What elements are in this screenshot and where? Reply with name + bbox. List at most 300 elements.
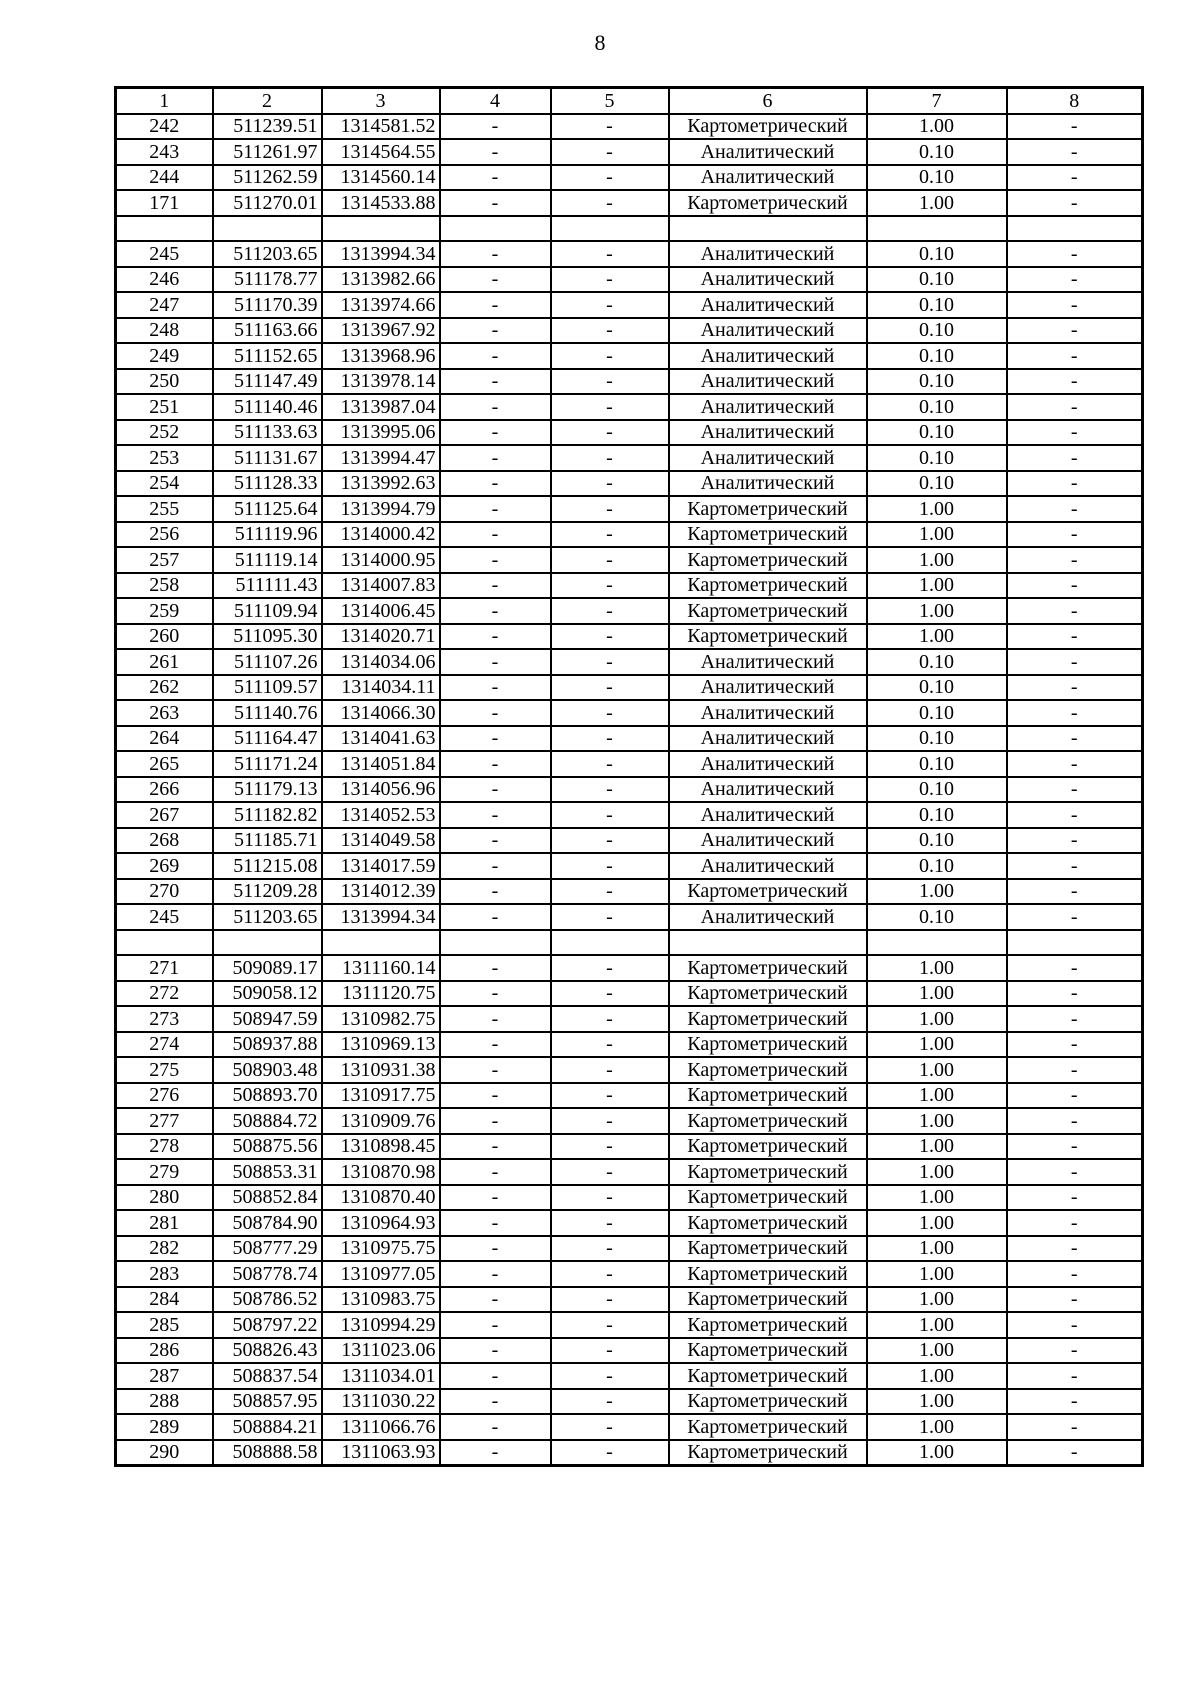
column-header-8: 8 <box>1007 88 1143 114</box>
point-number-cell: 243 <box>116 139 213 165</box>
col8-cell: - <box>1007 318 1143 344</box>
col5-cell: - <box>551 139 669 165</box>
table-row <box>116 471 1143 497</box>
col4-cell: - <box>440 1236 551 1262</box>
accuracy-cell: 0.10 <box>867 777 1007 803</box>
x-coordinate-cell: 508893.70 <box>213 1083 322 1109</box>
y-coordinate-cell: 1314034.11 <box>322 675 440 701</box>
col8-cell: - <box>1007 139 1143 165</box>
col4-cell: - <box>440 241 551 267</box>
y-coordinate-cell: 1311066.76 <box>322 1414 440 1440</box>
col5-cell: - <box>551 1363 669 1389</box>
table-row <box>116 828 1143 854</box>
col4-cell: - <box>440 573 551 599</box>
col4-cell: - <box>440 1032 551 1058</box>
accuracy-cell: 1.00 <box>867 190 1007 216</box>
col5-cell: - <box>551 1006 669 1032</box>
table-row <box>116 1236 1143 1262</box>
accuracy-cell: 0.10 <box>867 904 1007 930</box>
col4-cell: - <box>440 1414 551 1440</box>
point-number-cell: 285 <box>116 1312 213 1338</box>
col8-cell <box>1007 216 1143 242</box>
method-cell: Аналитический <box>669 241 867 267</box>
col5-cell: - <box>551 343 669 369</box>
col4-cell: - <box>440 624 551 650</box>
table-row <box>116 190 1143 216</box>
col4-cell: - <box>440 292 551 318</box>
col5-cell: - <box>551 598 669 624</box>
col8-cell: - <box>1007 802 1143 828</box>
x-coordinate-cell: 508826.43 <box>213 1338 322 1364</box>
col5-cell: - <box>551 904 669 930</box>
col8-cell <box>1007 930 1143 956</box>
x-coordinate-cell: 508778.74 <box>213 1261 322 1287</box>
y-coordinate-cell: 1310870.98 <box>322 1159 440 1185</box>
col4-cell: - <box>440 1287 551 1313</box>
y-coordinate-cell: 1313982.66 <box>322 267 440 293</box>
y-coordinate-cell: 1310964.93 <box>322 1210 440 1236</box>
table-body <box>116 114 1143 1466</box>
method-cell: Аналитический <box>669 828 867 854</box>
accuracy-cell: 1.00 <box>867 981 1007 1007</box>
method-cell: Аналитический <box>669 343 867 369</box>
accuracy-cell: 1.00 <box>867 624 1007 650</box>
x-coordinate-cell: 511140.46 <box>213 394 322 420</box>
x-coordinate-cell: 511125.64 <box>213 496 322 522</box>
point-number-cell: 260 <box>116 624 213 650</box>
accuracy-cell: 1.00 <box>867 1057 1007 1083</box>
x-coordinate-cell: 511261.97 <box>213 139 322 165</box>
table-row <box>116 751 1143 777</box>
x-coordinate-cell: 511133.63 <box>213 420 322 446</box>
col8-cell: - <box>1007 1083 1143 1109</box>
accuracy-cell: 1.00 <box>867 1083 1007 1109</box>
x-coordinate-cell: 511164.47 <box>213 726 322 752</box>
col5-cell: - <box>551 547 669 573</box>
x-coordinate-cell: 511262.59 <box>213 165 322 191</box>
accuracy-cell: 1.00 <box>867 496 1007 522</box>
x-coordinate-cell: 511095.30 <box>213 624 322 650</box>
y-coordinate-cell: 1310994.29 <box>322 1312 440 1338</box>
x-coordinate-cell: 508857.95 <box>213 1389 322 1415</box>
accuracy-cell: 1.00 <box>867 1185 1007 1211</box>
col4-cell: - <box>440 726 551 752</box>
col8-cell: - <box>1007 1159 1143 1185</box>
y-coordinate-cell: 1310909.76 <box>322 1108 440 1134</box>
method-cell: Картометрический <box>669 1057 867 1083</box>
table-row <box>116 649 1143 675</box>
point-number-cell <box>116 216 213 242</box>
x-coordinate-cell: 508884.72 <box>213 1108 322 1134</box>
y-coordinate-cell: 1314533.88 <box>322 190 440 216</box>
method-cell: Аналитический <box>669 139 867 165</box>
table-row <box>116 955 1143 981</box>
method-cell: Картометрический <box>669 955 867 981</box>
point-number-cell: 262 <box>116 675 213 701</box>
y-coordinate-cell: 1310977.05 <box>322 1261 440 1287</box>
table-row <box>116 522 1143 548</box>
col8-cell: - <box>1007 904 1143 930</box>
accuracy-cell: 1.00 <box>867 522 1007 548</box>
col4-cell: - <box>440 522 551 548</box>
accuracy-cell: 1.00 <box>867 547 1007 573</box>
y-coordinate-cell: 1314006.45 <box>322 598 440 624</box>
col4-cell: - <box>440 139 551 165</box>
col8-cell: - <box>1007 751 1143 777</box>
x-coordinate-cell: 511270.01 <box>213 190 322 216</box>
y-coordinate-cell: 1310983.75 <box>322 1287 440 1313</box>
y-coordinate-cell: 1311120.75 <box>322 981 440 1007</box>
accuracy-cell: 1.00 <box>867 1287 1007 1313</box>
col4-cell: - <box>440 751 551 777</box>
col4-cell: - <box>440 1108 551 1134</box>
table-row <box>116 675 1143 701</box>
col8-cell: - <box>1007 598 1143 624</box>
point-number-cell: 257 <box>116 547 213 573</box>
table-header <box>116 88 1143 114</box>
table-row <box>116 573 1143 599</box>
accuracy-cell: 1.00 <box>867 879 1007 905</box>
method-cell: Аналитический <box>669 726 867 752</box>
col4-cell: - <box>440 267 551 293</box>
col4-cell: - <box>440 114 551 140</box>
method-cell: Картометрический <box>669 1185 867 1211</box>
accuracy-cell: 0.10 <box>867 828 1007 854</box>
method-cell: Аналитический <box>669 445 867 471</box>
point-number-cell: 251 <box>116 394 213 420</box>
y-coordinate-cell: 1313995.06 <box>322 420 440 446</box>
col5-cell: - <box>551 1185 669 1211</box>
col5-cell: - <box>551 828 669 854</box>
point-number-cell: 264 <box>116 726 213 752</box>
col4-cell: - <box>440 1083 551 1109</box>
col8-cell: - <box>1007 726 1143 752</box>
table-row <box>116 598 1143 624</box>
accuracy-cell: 1.00 <box>867 1006 1007 1032</box>
column-header-4: 4 <box>440 88 551 114</box>
table-row <box>116 1134 1143 1160</box>
col8-cell: - <box>1007 267 1143 293</box>
table-row <box>116 1108 1143 1134</box>
table-row <box>116 1287 1143 1313</box>
point-number-cell: 280 <box>116 1185 213 1211</box>
col4-cell <box>440 930 551 956</box>
col5-cell: - <box>551 726 669 752</box>
x-coordinate-cell: 511209.28 <box>213 879 322 905</box>
col4-cell: - <box>440 853 551 879</box>
table-row <box>116 1057 1143 1083</box>
accuracy-cell: 0.10 <box>867 292 1007 318</box>
y-coordinate-cell: 1313994.34 <box>322 241 440 267</box>
col5-cell: - <box>551 445 669 471</box>
accuracy-cell: 1.00 <box>867 1108 1007 1134</box>
method-cell: Картометрический <box>669 1134 867 1160</box>
point-number-cell: 268 <box>116 828 213 854</box>
accuracy-cell: 0.10 <box>867 139 1007 165</box>
method-cell: Картометрический <box>669 114 867 140</box>
point-number-cell: 281 <box>116 1210 213 1236</box>
col4-cell: - <box>440 1363 551 1389</box>
x-coordinate-cell: 508786.52 <box>213 1287 322 1313</box>
col4-cell: - <box>440 1389 551 1415</box>
col5-cell: - <box>551 1159 669 1185</box>
col8-cell: - <box>1007 369 1143 395</box>
table-row <box>116 1338 1143 1364</box>
col8-cell: - <box>1007 547 1143 573</box>
accuracy-cell <box>867 216 1007 242</box>
point-number-cell: 276 <box>116 1083 213 1109</box>
x-coordinate-cell <box>213 216 322 242</box>
col5-cell: - <box>551 955 669 981</box>
col4-cell: - <box>440 1261 551 1287</box>
table-row <box>116 292 1143 318</box>
col5-cell: - <box>551 675 669 701</box>
y-coordinate-cell: 1313967.92 <box>322 318 440 344</box>
table-row <box>116 1261 1143 1287</box>
x-coordinate-cell: 511131.67 <box>213 445 322 471</box>
method-cell: Аналитический <box>669 471 867 497</box>
col8-cell: - <box>1007 1261 1143 1287</box>
col5-cell: - <box>551 879 669 905</box>
accuracy-cell: 1.00 <box>867 1338 1007 1364</box>
col8-cell: - <box>1007 1006 1143 1032</box>
col8-cell: - <box>1007 1338 1143 1364</box>
table-row <box>116 777 1143 803</box>
col8-cell: - <box>1007 1236 1143 1262</box>
method-cell: Аналитический <box>669 675 867 701</box>
col8-cell: - <box>1007 1312 1143 1338</box>
y-coordinate-cell: 1313994.34 <box>322 904 440 930</box>
col5-cell: - <box>551 369 669 395</box>
col4-cell: - <box>440 394 551 420</box>
table-row <box>116 1006 1143 1032</box>
table-row <box>116 726 1143 752</box>
col8-cell: - <box>1007 165 1143 191</box>
col8-cell: - <box>1007 190 1143 216</box>
y-coordinate-cell: 1314000.95 <box>322 547 440 573</box>
x-coordinate-cell: 511239.51 <box>213 114 322 140</box>
x-coordinate-cell: 511170.39 <box>213 292 322 318</box>
table-row <box>116 369 1143 395</box>
method-cell: Картометрический <box>669 547 867 573</box>
method-cell: Аналитический <box>669 420 867 446</box>
method-cell: Картометрический <box>669 879 867 905</box>
col5-cell: - <box>551 802 669 828</box>
x-coordinate-cell <box>213 930 322 956</box>
table-row <box>116 904 1143 930</box>
col4-cell <box>440 216 551 242</box>
y-coordinate-cell: 1314000.42 <box>322 522 440 548</box>
x-coordinate-cell: 508837.54 <box>213 1363 322 1389</box>
table-row <box>116 420 1143 446</box>
x-coordinate-cell: 511119.96 <box>213 522 322 548</box>
accuracy-cell: 0.10 <box>867 675 1007 701</box>
y-coordinate-cell: 1314017.59 <box>322 853 440 879</box>
y-coordinate-cell: 1313978.14 <box>322 369 440 395</box>
col4-cell: - <box>440 1185 551 1211</box>
y-coordinate-cell: 1314049.58 <box>322 828 440 854</box>
table-row <box>116 879 1143 905</box>
col4-cell: - <box>440 955 551 981</box>
y-coordinate-cell: 1310917.75 <box>322 1083 440 1109</box>
col5-cell: - <box>551 649 669 675</box>
col8-cell: - <box>1007 1440 1143 1466</box>
col5-cell: - <box>551 853 669 879</box>
y-coordinate-cell: 1310975.75 <box>322 1236 440 1262</box>
col5-cell: - <box>551 1338 669 1364</box>
col5-cell: - <box>551 777 669 803</box>
column-header-3: 3 <box>322 88 440 114</box>
x-coordinate-cell: 511119.14 <box>213 547 322 573</box>
col8-cell: - <box>1007 700 1143 726</box>
col5-cell: - <box>551 522 669 548</box>
accuracy-cell: 1.00 <box>867 1414 1007 1440</box>
col8-cell: - <box>1007 981 1143 1007</box>
col4-cell: - <box>440 879 551 905</box>
method-cell: Картометрический <box>669 598 867 624</box>
accuracy-cell: 0.10 <box>867 343 1007 369</box>
accuracy-cell: 0.10 <box>867 394 1007 420</box>
y-coordinate-cell: 1314056.96 <box>322 777 440 803</box>
col5-cell: - <box>551 751 669 777</box>
table-row <box>116 547 1143 573</box>
x-coordinate-cell: 511140.76 <box>213 700 322 726</box>
y-coordinate-cell: 1314560.14 <box>322 165 440 191</box>
col5-cell: - <box>551 292 669 318</box>
accuracy-cell: 0.10 <box>867 369 1007 395</box>
col4-cell: - <box>440 445 551 471</box>
col5-cell: - <box>551 496 669 522</box>
method-cell: Картометрический <box>669 1261 867 1287</box>
table-row <box>116 802 1143 828</box>
y-coordinate-cell: 1314051.84 <box>322 751 440 777</box>
point-number-cell: 255 <box>116 496 213 522</box>
col5-cell: - <box>551 318 669 344</box>
accuracy-cell: 1.00 <box>867 1389 1007 1415</box>
column-header-1: 1 <box>116 88 213 114</box>
col4-cell: - <box>440 369 551 395</box>
point-number-cell: 245 <box>116 904 213 930</box>
x-coordinate-cell: 508852.84 <box>213 1185 322 1211</box>
point-number-cell: 275 <box>116 1057 213 1083</box>
table-row <box>116 1210 1143 1236</box>
point-number-cell: 242 <box>116 114 213 140</box>
accuracy-cell: 1.00 <box>867 1363 1007 1389</box>
point-number-cell: 249 <box>116 343 213 369</box>
method-cell: Картометрический <box>669 1389 867 1415</box>
method-cell: Картометрический <box>669 1006 867 1032</box>
x-coordinate-cell: 511109.57 <box>213 675 322 701</box>
col5-cell: - <box>551 1032 669 1058</box>
col4-cell: - <box>440 1312 551 1338</box>
col8-cell: - <box>1007 573 1143 599</box>
y-coordinate-cell: 1310898.45 <box>322 1134 440 1160</box>
col4-cell: - <box>440 777 551 803</box>
method-cell: Аналитический <box>669 649 867 675</box>
x-coordinate-cell: 508903.48 <box>213 1057 322 1083</box>
col5-cell: - <box>551 1108 669 1134</box>
table-row <box>116 114 1143 140</box>
point-number-cell: 273 <box>116 1006 213 1032</box>
column-header-6: 6 <box>669 88 867 114</box>
col5-cell: - <box>551 190 669 216</box>
point-number-cell: 278 <box>116 1134 213 1160</box>
point-number-cell: 283 <box>116 1261 213 1287</box>
col4-cell: - <box>440 700 551 726</box>
method-cell: Аналитический <box>669 394 867 420</box>
point-number-cell: 286 <box>116 1338 213 1364</box>
y-coordinate-cell: 1313968.96 <box>322 343 440 369</box>
y-coordinate-cell: 1313974.66 <box>322 292 440 318</box>
col8-cell: - <box>1007 1287 1143 1313</box>
method-cell: Картометрический <box>669 1414 867 1440</box>
col8-cell: - <box>1007 522 1143 548</box>
col5-cell: - <box>551 241 669 267</box>
col4-cell: - <box>440 802 551 828</box>
col5-cell: - <box>551 1083 669 1109</box>
accuracy-cell: 1.00 <box>867 1312 1007 1338</box>
table-row <box>116 241 1143 267</box>
x-coordinate-cell: 511152.65 <box>213 343 322 369</box>
method-cell: Картометрический <box>669 1210 867 1236</box>
table-row <box>116 1032 1143 1058</box>
col8-cell: - <box>1007 777 1143 803</box>
point-number-cell: 287 <box>116 1363 213 1389</box>
y-coordinate-cell: 1314012.39 <box>322 879 440 905</box>
x-coordinate-cell: 508853.31 <box>213 1159 322 1185</box>
col8-cell: - <box>1007 879 1143 905</box>
x-coordinate-cell: 511163.66 <box>213 318 322 344</box>
col8-cell: - <box>1007 114 1143 140</box>
y-coordinate-cell: 1311034.01 <box>322 1363 440 1389</box>
col5-cell: - <box>551 1440 669 1466</box>
accuracy-cell: 1.00 <box>867 955 1007 981</box>
x-coordinate-cell: 508884.21 <box>213 1414 322 1440</box>
method-cell: Аналитический <box>669 802 867 828</box>
y-coordinate-cell: 1311023.06 <box>322 1338 440 1364</box>
point-number-cell: 258 <box>116 573 213 599</box>
col8-cell: - <box>1007 1108 1143 1134</box>
point-number-cell: 171 <box>116 190 213 216</box>
x-coordinate-cell: 511178.77 <box>213 267 322 293</box>
method-cell: Картометрический <box>669 624 867 650</box>
col5-cell: - <box>551 573 669 599</box>
x-coordinate-cell: 511215.08 <box>213 853 322 879</box>
col8-cell: - <box>1007 343 1143 369</box>
y-coordinate-cell: 1310931.38 <box>322 1057 440 1083</box>
col4-cell: - <box>440 1134 551 1160</box>
col8-cell: - <box>1007 292 1143 318</box>
table-row <box>116 624 1143 650</box>
col5-cell: - <box>551 1236 669 1262</box>
accuracy-cell: 0.10 <box>867 165 1007 191</box>
method-cell <box>669 930 867 956</box>
col8-cell: - <box>1007 1057 1143 1083</box>
col8-cell: - <box>1007 1363 1143 1389</box>
table-row <box>116 930 1143 956</box>
header-row <box>116 88 1143 114</box>
col5-cell: - <box>551 700 669 726</box>
accuracy-cell: 0.10 <box>867 802 1007 828</box>
table-row <box>116 1440 1143 1466</box>
x-coordinate-cell: 511128.33 <box>213 471 322 497</box>
coordinates-table <box>114 86 1144 1467</box>
point-number-cell: 284 <box>116 1287 213 1313</box>
col8-cell: - <box>1007 241 1143 267</box>
point-number-cell: 267 <box>116 802 213 828</box>
col5-cell: - <box>551 471 669 497</box>
col8-cell: - <box>1007 955 1143 981</box>
